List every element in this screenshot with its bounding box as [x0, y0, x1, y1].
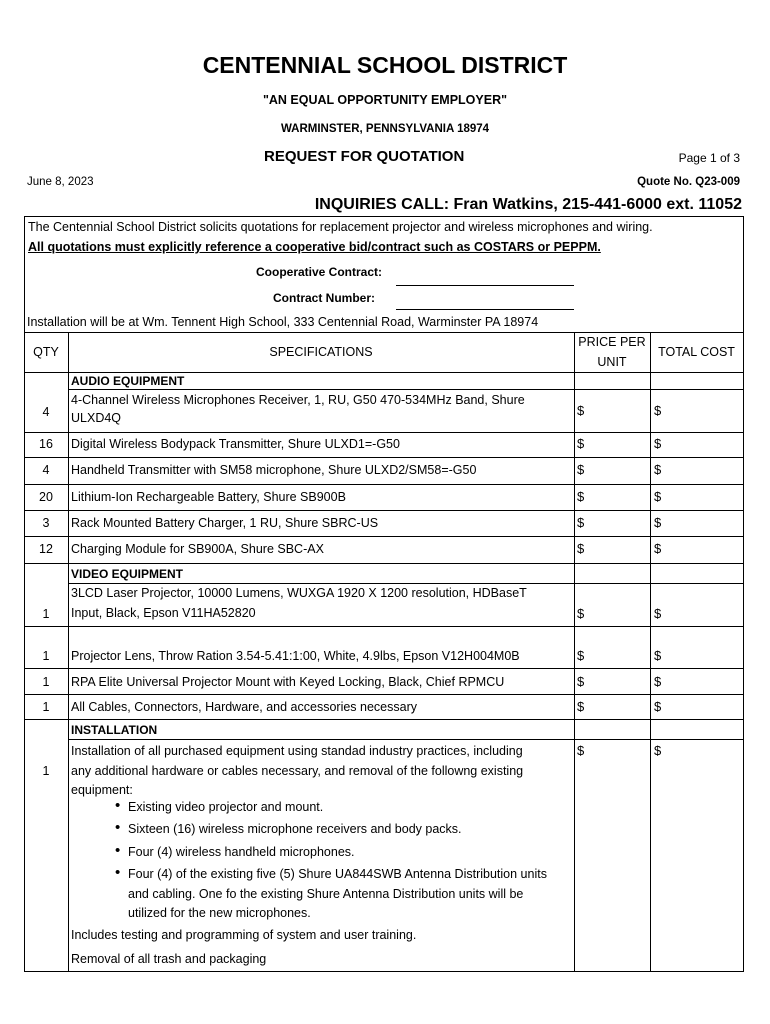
grid-line	[68, 739, 744, 740]
installation-location: Installation will be at Wm. Tennent High School, 333 Centennial Road, Warminster PA 18974	[27, 315, 539, 329]
total-input[interactable]: $	[654, 648, 662, 663]
grid-line	[24, 536, 744, 537]
removal-bullet: • Four (4) of the existing five (5) Shure UA844SWB Antenna Distribution units	[128, 867, 547, 882]
total-input[interactable]: $	[654, 606, 662, 621]
table-left-border	[24, 216, 25, 972]
total-input[interactable]: $	[654, 489, 662, 504]
install-desc-line: equipment:	[71, 783, 133, 797]
tagline: "AN EQUAL OPPORTUNITY EMPLOYER"	[262, 93, 508, 107]
spec-cell: 3LCD Laser Projector, 10000 Lumens, WUXGA 1920 X 1200 resolution, HDBaseT	[71, 586, 527, 600]
removal-bullet: • Sixteen (16) wireless microphone receivers and body packs.	[128, 822, 462, 837]
qty-cell: 16	[39, 437, 53, 451]
price-input[interactable]: $	[577, 674, 585, 689]
spec-cell: Charging Module for SB900A, Shure SBC-AX	[71, 542, 324, 556]
bullet-continuation: and cabling. One fo the existing Shure Antenna Distribution units will be	[128, 887, 524, 901]
price-input[interactable]: $	[577, 743, 585, 758]
spec-cell: 4-Channel Wireless Microphones Receiver, 1, RU, G50 470-534MHz Band, Shure	[71, 393, 525, 407]
grid-line	[24, 457, 744, 458]
grid-line	[24, 484, 744, 485]
quote-number: Quote No. Q23-009	[637, 176, 740, 188]
install-desc-line: Installation of all purchased equipment using standad industry practices, including	[71, 744, 523, 758]
removal-bullet: • Four (4) wireless handheld microphones.	[128, 845, 355, 860]
column-header-price-unit: UNIT	[597, 355, 627, 369]
grid-line	[24, 510, 744, 511]
price-input[interactable]: $	[577, 699, 585, 714]
cooperative-requirement: All quotations must explicitly reference a cooperative bid/contract such as COSTARS or PEPPM.	[28, 240, 601, 254]
grid-line	[574, 332, 575, 972]
qty-cell: 1	[42, 675, 50, 689]
page-number: Page 1 of 3	[678, 151, 740, 165]
grid-line	[24, 668, 744, 669]
total-input[interactable]: $	[654, 462, 662, 477]
total-input[interactable]: $	[654, 515, 662, 530]
cooperative-contract-label: Cooperative Contract:	[256, 265, 383, 279]
doc-title: REQUEST FOR QUOTATION	[264, 148, 465, 165]
install-testing: Includes testing and programming of system and user training.	[71, 928, 417, 942]
total-input[interactable]: $	[654, 403, 662, 418]
qty-cell: 1	[42, 649, 50, 663]
grid-line	[650, 332, 651, 972]
section-audio: AUDIO EQUIPMENT	[71, 374, 185, 388]
cooperative-contract-field[interactable]	[396, 285, 574, 286]
price-input[interactable]: $	[577, 648, 585, 663]
total-input[interactable]: $	[654, 743, 662, 758]
qty-cell: 1	[42, 607, 50, 621]
spec-cell: Rack Mounted Battery Charger, 1 RU, Shure SBRC-US	[71, 516, 379, 530]
spec-cell: Lithium-Ion Rechargeable Battery, Shure SB900B	[71, 490, 346, 504]
qty-cell: 20	[39, 490, 53, 504]
total-input[interactable]: $	[654, 699, 662, 714]
column-header-qty: QTY	[33, 345, 59, 359]
total-input[interactable]: $	[654, 436, 662, 451]
spec-cell: RPA Elite Universal Projector Mount with Keyed Locking, Black, Chief RPMCU	[71, 675, 505, 689]
grid-line	[68, 389, 744, 390]
price-input[interactable]: $	[577, 462, 585, 477]
removal-bullet: • Existing video projector and mount.	[128, 800, 323, 815]
grid-line	[24, 563, 744, 564]
grid-line	[68, 332, 69, 972]
price-input[interactable]: $	[577, 606, 585, 621]
price-input[interactable]: $	[577, 436, 585, 451]
spec-cell: Projector Lens, Throw Ration 3.54-5.41:1:00, White, 4.9lbs, Epson V12H004M0B	[71, 649, 520, 663]
total-input[interactable]: $	[654, 674, 662, 689]
address: WARMINSTER, PENNSYLVANIA 18974	[280, 123, 490, 135]
qty-cell: 4	[42, 463, 50, 477]
table-bottom-border	[24, 971, 744, 972]
price-input[interactable]: $	[577, 403, 585, 418]
grid-line	[24, 432, 744, 433]
intro-text: The Centennial School District solicits quotations for replacement projector and wireless microphones and wiring.	[28, 220, 653, 234]
price-input[interactable]: $	[577, 489, 585, 504]
qty-cell: 1	[42, 764, 50, 778]
contract-number-label: Contract Number:	[273, 291, 376, 305]
qty-cell: 12	[39, 542, 53, 556]
install-removal: Removal of all trash and packaging	[71, 952, 267, 966]
grid-line	[24, 332, 744, 333]
grid-line	[24, 626, 744, 627]
table-right-border	[743, 216, 744, 972]
inquiries-line: INQUIRIES CALL: Fran Watkins, 215-441-6000 ext. 11052	[314, 196, 742, 213]
install-desc-line: any additional hardware or cables necessary, and removal of the followng existing	[71, 764, 524, 778]
bullet-continuation: utilized for the new microphones.	[128, 906, 311, 920]
qty-cell: 3	[42, 516, 50, 530]
column-header-total: TOTAL COST	[658, 345, 735, 359]
grid-line	[24, 694, 744, 695]
qty-cell: 1	[42, 700, 50, 714]
contract-number-field[interactable]	[396, 309, 574, 310]
qty-cell: 4	[42, 405, 50, 419]
column-header-specifications: SPECIFICATIONS	[269, 345, 373, 359]
spec-cell-cont: ULXD4Q	[71, 411, 122, 425]
district-name: CENTENNIAL SCHOOL DISTRICT	[202, 52, 568, 78]
price-input[interactable]: $	[577, 541, 585, 556]
grid-line	[24, 719, 744, 720]
spec-cell: Digital Wireless Bodypack Transmitter, Shure ULXD1=-G50	[71, 437, 400, 451]
spec-cell: Handheld Transmitter with SM58 microphone, Shure ULXD2/SM58=-G50	[71, 463, 477, 477]
table-top-border	[24, 216, 744, 217]
price-input[interactable]: $	[577, 515, 585, 530]
grid-line	[24, 372, 744, 373]
spec-cell-cont: Input, Black, Epson V11HA52820	[71, 606, 256, 620]
date: June 8, 2023	[27, 176, 94, 188]
spec-cell: All Cables, Connectors, Hardware, and accessories necessary	[71, 700, 417, 714]
column-header-price: PRICE PER	[578, 335, 646, 349]
section-installation: INSTALLATION	[71, 723, 158, 737]
grid-line	[68, 583, 744, 584]
total-input[interactable]: $	[654, 541, 662, 556]
section-video: VIDEO EQUIPMENT	[71, 567, 184, 581]
